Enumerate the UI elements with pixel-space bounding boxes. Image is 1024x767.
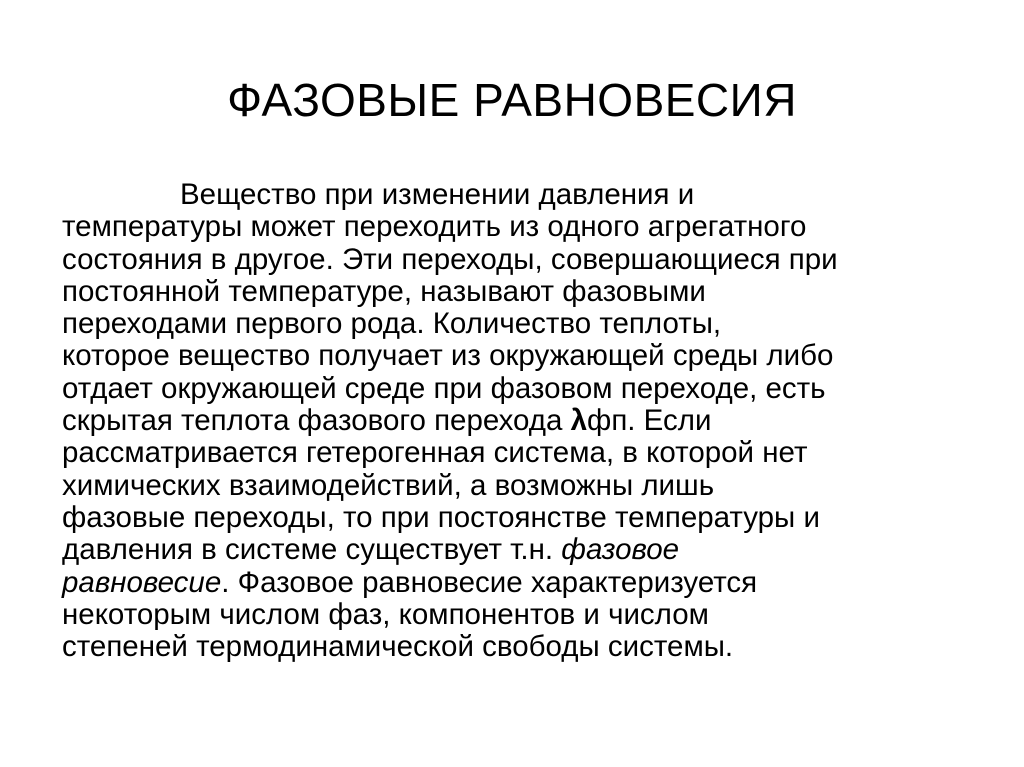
body-line bbox=[62, 534, 982, 566]
body-line: которое вещество получает из окружающей среды либо bbox=[62, 339, 834, 373]
body-line: отдает окружающей среде при фазовом переходе, есть bbox=[62, 371, 826, 405]
slide-title: ФАЗОВЫЕ РАВНОВЕСИЯ bbox=[227, 74, 797, 126]
body-line: степеней термодинамической свободы системы. bbox=[62, 630, 734, 664]
body-line: Вещество при изменении давления и bbox=[180, 178, 695, 211]
body-line: состояния в другое. Эти переходы, совершающиеся при bbox=[62, 242, 838, 276]
body-line: химических взаимодействий, а возможны лишь bbox=[62, 468, 715, 502]
body-line: переходами первого рода. Количество теплоты, bbox=[62, 307, 722, 341]
body-line bbox=[62, 405, 982, 437]
body-line: фазовые переходы, то при постоянстве температуры и bbox=[62, 500, 820, 534]
body-text: фп. Если bbox=[587, 404, 712, 438]
body-line: постоянной температуре, называют фазовыми bbox=[62, 274, 706, 308]
body-line: некоторым числом фаз, компонентов и числом bbox=[62, 597, 709, 631]
body-line bbox=[62, 567, 982, 599]
body-line: рассматривается гетерогенная система, в которой нет bbox=[62, 436, 808, 470]
lambda-symbol: λ bbox=[570, 404, 588, 438]
italic-term: фазовое bbox=[561, 533, 680, 567]
slide-body bbox=[62, 179, 982, 663]
body-text: давления в системе существует т.н. bbox=[62, 533, 562, 567]
body-text: . Фазовое равновесие характеризуется bbox=[221, 565, 758, 599]
body-line: температуры может переходить из одного агрегатного bbox=[62, 210, 807, 244]
italic-term: равновесие bbox=[62, 565, 222, 599]
body-text: скрытая теплота фазового перехода bbox=[62, 404, 571, 438]
